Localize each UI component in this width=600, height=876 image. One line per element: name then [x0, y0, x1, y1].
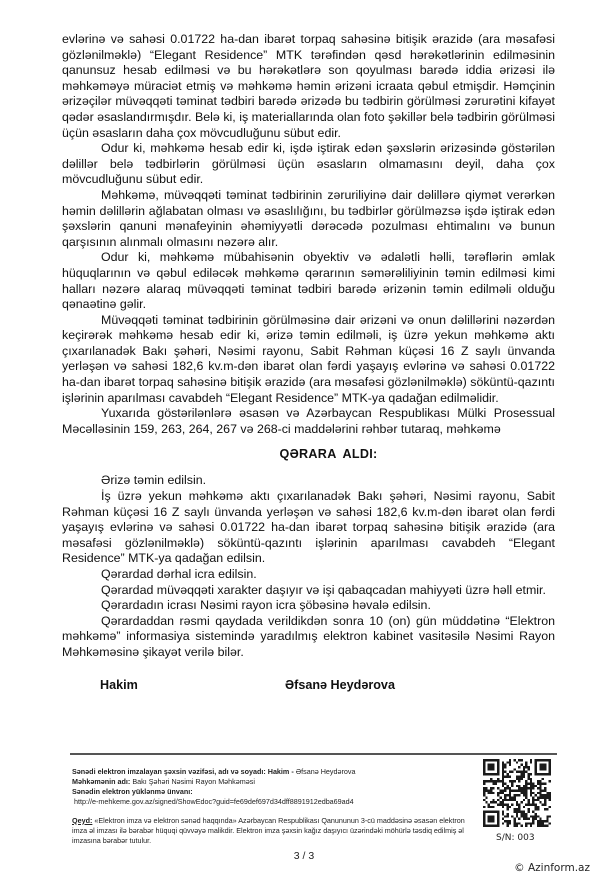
decision-item: Qərardadın icrası Nəsimi rayon icra şöbəsinə həvalə edilsin.	[101, 598, 431, 613]
decision-item: Qərardad müvəqqəti xarakter daşıyır və işi qabaqcadan mahiyyəti üzrə həll etmir.	[101, 582, 546, 597]
qr-code-icon	[483, 759, 551, 827]
serial-number: S/N: 003	[496, 832, 535, 843]
page-bottom	[0, 850, 600, 876]
e-signature-footer	[72, 759, 473, 846]
signer-value: Əfsanə Heydərova	[295, 766, 356, 776]
decision-item: İş üzrə yekun məhkəmə aktı çıxarılanadək Bakı şəhəri, Nəsimi rayonu, Sabit Rəhman küçəsi 16 Z saylı ünvanda yerləşən və sahəsi 182,6 kv.m-dən ibarət olan fərdi yaşayış evlərinə və sahəsi 0.01722 ha-dan ibarət torpaq sahəsinə bitişik ərazidə (ara məsafəsi gözlənilməklə) söküntü-qazıntı işlərinin aparılması cavabdeh “Elegant Residence” MTK-ya qadağan edilsin.	[62, 489, 555, 566]
url-label: Sənədin elektron yüklənmə ünvanı:	[72, 786, 193, 796]
footer-side	[483, 759, 557, 844]
legal-note	[72, 816, 473, 846]
court-value: Bakı Şəhəri Nəsimi Rayon Məhkəməsi	[132, 776, 255, 786]
footer-divider	[70, 753, 557, 755]
court-row	[72, 777, 473, 787]
court-label: Məhkəmənin adı:	[72, 776, 131, 786]
decision-item: Qərardad dərhal icra edilsin.	[101, 567, 257, 581]
decision-heading: QƏRARA ALDI:	[279, 447, 378, 462]
body-paragraph: Odur ki, məhkəmə hesab edir ki, işdə iştirak edən şəxslərin ərizəsində göstərilən dəlillər belə tədbirlərin görülməsi üçün əsasların olmamasını deyil, daha çox mövcudluğunu sübut edir.	[62, 141, 555, 187]
signer-label: Sənədi elektron imzalayan şəxsin vəzifəsi, adı və soyadı: Hakim -	[72, 766, 294, 776]
body-paragraph: Odur ki, məhkəmə mübahisənin obyektiv və ədalətli həlli, tərəflərin əmlak hüquqlarının və qəbul ediləcək məhkəmə qərarının səmərəliliyinin təmin edilməsi kimi halları nəzərə alaraq müvəqqəti təminat tədbiri barədə ərizənin təmin edilməli olduğu qənaətinə gəlir.	[62, 250, 555, 312]
note-label: Qeyd:	[72, 815, 93, 825]
source-credit: © Azinform.az	[514, 861, 590, 874]
signature-block	[100, 677, 555, 693]
url-label-row	[72, 787, 473, 797]
body-paragraph: evlərinə və sahəsi 0.01722 ha-dan ibarət torpaq sahəsinə bitişik ərazidə (ara məsafəsi gözlənilməklə) “Elegant Residence” MTK tərəfindən qəsd hərəkətlərinin edilməsinin qanunsuz hesab edilməsi və bu hərəkətlərə son qoyulması barədə iddia ərizəsi ilə məhkəməyə müraciət etmiş və məhkəmə həmin ərizəni icraata qəbul etmişdir. Həmçinin ərizəçilər müvəqqəti təminat tədbiri barədə ərizədə bu tədbirin görülməsi zərurətini kifayət qədər əsaslandırmışdır. Belə ki, iş materiallarında olan foto şəkillər belə tədbirin görülməsi üçün əsasların daha çox mövcudluğunu sübut edir.	[62, 32, 555, 140]
signer-row	[72, 767, 473, 777]
body-paragraph: Yuxarıda göstərilənlərə əsasən və Azərbaycan Respublikası Mülki Prosessual Məcəlləsinin 159, 263, 264, 267 və 268-ci maddələrini rəhbər tutaraq, məhkəmə	[62, 406, 555, 436]
note-text: «Elektron imza və elektron sənəd haqqında» Azərbaycan Respublikası Qanununun 3-cü maddəsinə əsasən elektron imza əl imzası ilə bərabər hüquqi qüvvəyə malikdir. Elektron imza şəxsin kağız daşıyıcı üzərindəki möhürlə təsdiq edilmiş əl imzasına bərabər tutulur.	[72, 815, 465, 845]
decision-item: Ərizə təmin edilsin.	[101, 473, 207, 488]
paragraph-list	[62, 32, 555, 437]
page-number: 3 / 3	[293, 849, 315, 862]
signature-role: Hakim	[100, 677, 138, 692]
footer-area	[72, 759, 557, 846]
signature-name: Əfsanə Heydərova	[285, 677, 395, 692]
body-paragraph: Müvəqqəti təminat tədbirinin görülməsinə dair ərizəni və onun dəlillərini nəzərdən keçirərək məhkəmə hesab edir ki, ərizə təmin edilməli, iş üzrə yekun məhkəmə aktı çıxarılanadək Bakı şəhəri, Nəsimi rayonu, Sabit Rəhman küçəsi 16 Z saylı ünvanda yerləşən və sahəsi 182,6 kv.m-dən ibarət olan fərdi yaşayış evlərinə və sahəsi 0.01722 ha-dan ibarət torpaq sahəsinə bitişik ərazidə (ara məsafəsi gözlənilməklə) söküntü-qazıntı işlərinin aparılması cavabdeh “Elegant Residence” MTK-ya qadağan edilməlidir.	[62, 312, 555, 405]
document-body	[62, 0, 555, 846]
decision-item: Qərardaddan rəsmi qaydada verildikdən sonra 10 (on) gün müddətinə “Elektron məhkəmə” informasiya sistemində yaradılmış elektron kabinet vasitəsilə Nəsimi Rayon Məhkəməsinə şikayət verilə bilər.	[62, 613, 555, 659]
decision-list	[62, 473, 555, 660]
document-url[interactable]: http://e-mehkeme.gov.az/signed/ShowEdoc?guid=fe69def697d34dff8891912edba69ad4	[74, 796, 354, 806]
body-paragraph: Məhkəmə, müvəqqəti təminat tədbirinin zəruriliyinə dair dəlillərə qiymət verərkən həmin dəlillərin ağlabatan olması və əsaslılığını, bu tədbirlər görülməzsə işdə iştirak edən şəxslərin qanuni mənafeyinin əhəmiyyətli dərəcədə pozulması ehtimalını və bunun qarşısının alınmalı olmasını nəzərə alır.	[62, 187, 555, 249]
